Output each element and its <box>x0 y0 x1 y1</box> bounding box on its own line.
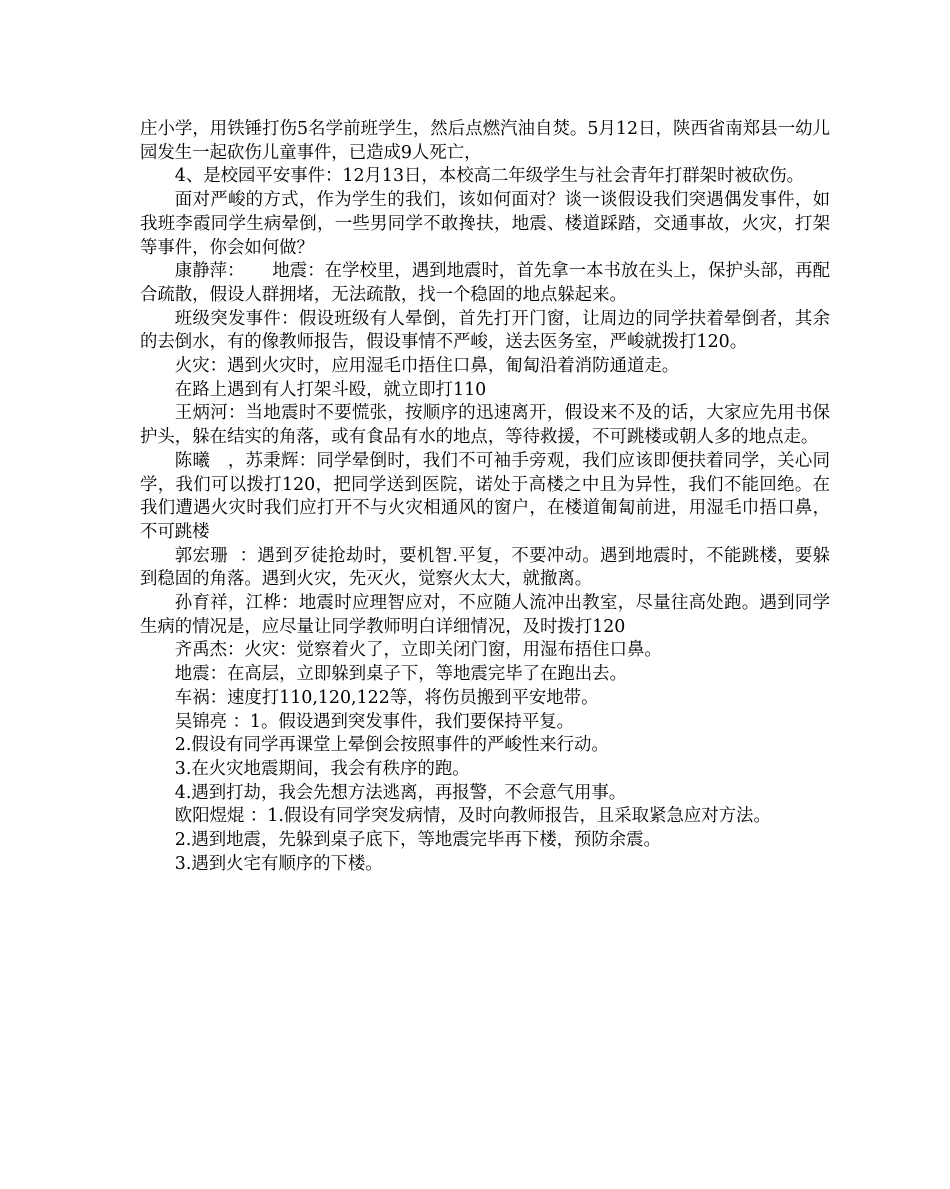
paragraph: 吴锦亮 ：1。假设遇到突发事件，我们要保持平复。 <box>174 711 574 732</box>
paragraph: 孙育祥，江桦：地震时应理智应对，不应随人流冲出教室，尽量往高处跑。遇到同学生病的情况是，应尽量让同学教师明白详细情况，及时拨打120 <box>140 593 830 637</box>
paragraph: 齐禹杰：火灾：觉察着火了，立即关闭门窗，用湿布捂住口鼻。 <box>174 640 662 661</box>
paragraph: 康静萍： 地震：在学校里，遇到地震时，首先拿一本书放在头上，保护头部，再配合疏散，假设人群拥堵，无法疏散，找一个稳固的地点躲起来。 <box>140 261 830 305</box>
paragraph: 地震：在高层，立即躲到桌子下，等地震完毕了在跑出去。 <box>174 664 627 685</box>
paragraph: 陈曦 ，苏秉辉：同学晕倒时，我们不可袖手旁观，我们应该即便扶着同学，关心同学，我们可以拨打120，把同学送到医院，诺处于高楼之中且为异性，我们不能回绝。在我们遭遇火灾时我们应打开不与火灾相通风的窗户，在楼道匍匐前进，用湿毛巾捂口鼻，不可跳楼 <box>140 450 830 542</box>
paragraph: 在路上遇到有人打架斗殴，就立即打110 <box>174 379 487 400</box>
paragraph: 班级突发事件：假设班级有人晕倒，首先打开门窗，让周边的同学扶着晕倒者，其余的去倒水，有的像教师报告，假设事情不严峻，送去医务室，严峻就拨打120。 <box>140 308 830 353</box>
paragraph: 4、是校园平安事件：12月13日，本校高二年级学生与社会青年打群架时被砍伤。 <box>174 166 805 187</box>
paragraph: 火灾：遇到火灾时，应用湿毛巾捂住口鼻，匍匐沿着消防通道走。 <box>174 356 680 377</box>
paragraph: 车祸：速度打110,120,122等，将伤员搬到平安地带。 <box>174 687 599 708</box>
paragraph: 面对严峻的方式，作为学生的我们，该如何面对？谈一谈假设我们突遇偶发事件，如我班李霞同学生病晕倒，一些男同学不敢搀扶，地震、楼道踩踏，交通事故，火灾，打架等事件，你会如何做？ <box>140 190 830 258</box>
paragraph: 3.遇到火宅有顺序的下楼。 <box>174 853 383 874</box>
paragraph: 4.遇到打劫，我会先想方法逃离，再报警，不会意气用事。 <box>174 782 627 803</box>
document-page <box>140 118 830 877</box>
paragraph: 2.假设有同学再课堂上晕倒会按照事件的严峻性来行动。 <box>174 735 609 756</box>
paragraph: 庄小学，用铁锤打伤5名学前班学生，然后点燃汽油自焚。5月12日，陕西省南郑县一幼儿园发生一起砍伤儿童事件，已造成9人死亡， <box>140 119 830 163</box>
paragraph: 郭宏珊 ：遇到歹徒抢劫时，要机智.平复，不要冲动。遇到地震时，不能跳楼，要躲到稳固的角落。遇到火灾，先灭火，觉察火太大，就撤离。 <box>140 545 830 590</box>
paragraph: 欧阳煜焜 ：1.假设有同学突发病情，及时向教师报告，且采取紧急应对方法。 <box>174 806 771 827</box>
paragraph: 2.遇到地震，先躲到桌子底下，等地震完毕再下楼，预防余震。 <box>174 830 661 851</box>
paragraph: 3.在火灾地震期间，我会有秩序的跑。 <box>174 758 470 779</box>
paragraph: 王炳河：当地震时不要慌张，按顺序的迅速离开，假设来不及的话，大家应先用书保护头，躲在结实的角落，或有食品有水的地点，等待救援，不可跳楼或朝人多的地点走。 <box>140 403 830 448</box>
